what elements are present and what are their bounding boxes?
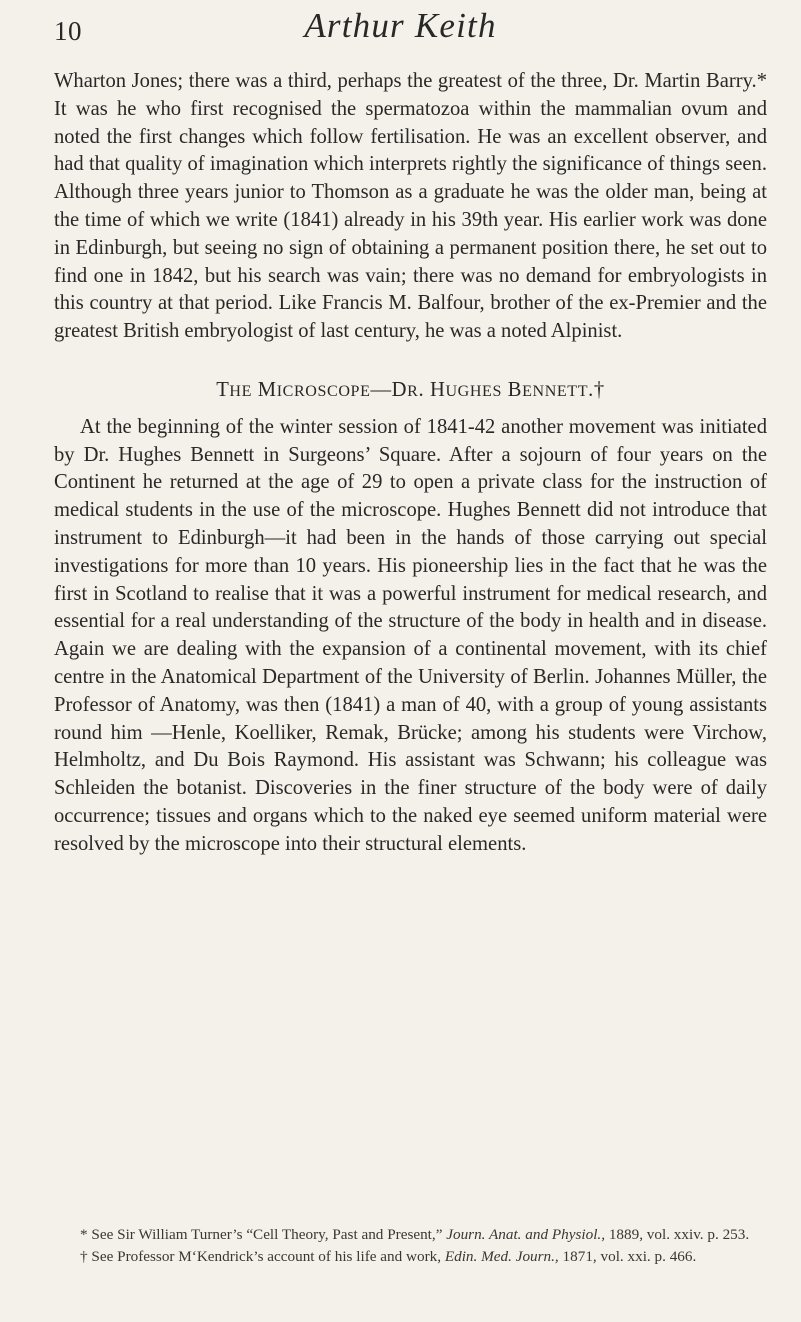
section-heading [54,377,767,406]
section-heading-text: THE MICROSCOPE—DR. HUGHES BENNETT.† [216,378,605,401]
footnote-1-text: * See Sir William Turner’s “Cell Theory, Past and Present,” [80,1226,443,1243]
main-text [54,68,767,859]
footnote-1-citation: 1889, vol. xxiv. p. 253. [608,1226,750,1243]
footnotes [54,1224,767,1267]
page-header [0,6,801,56]
running-head: Arthur Keith [304,6,497,45]
page-number: 10 [54,16,82,46]
footnote-2-text: † See Professor M‘Kendrick’s account of his life and work, [80,1247,442,1265]
footnote-1 [54,1224,767,1246]
footnote-2 [54,1246,767,1268]
footnote-2-citation: 1871, vol. xxi. p. 466. [562,1247,697,1265]
paragraph: At the beginning of the winter session of 1841-42 another movement was initiated by Dr. Hughes Bennett in Surgeons’ Square. After a sojourn of four years on the Continent he returned at the age of 29 to open a private class for the instruction of medical students in the use of the microscope. Hughes Bennett did not introduce that instrument to Edinburgh—it had been in the hands of those carrying out special investigations for more than 10 years. His pioneership lies in the fact that he was the first in Scotland to realise that it was a powerful instrument for medical research, and essential for a real understanding of the structure of the body in health and in disease. Again we are dealing with the expansion of a continental movement, with its chief centre in the Anatomical Department of the University of Berlin. Johannes Müller, the Professor of Anatomy, was then (1841) a man of 40, with a group of young assistants round him —Henle, Koelliker, Remak, Brücke; among his students were Virchow, Helmholtz, and Du Bois Raymond. His assistant was Schwann; his colleague was Schleiden the botanist. Discoveries in the finer structure of the body were of daily occurrence; tissues and organs which to the naked eye seemed uniform material were resolved by the microscope into their structural elements. [54,415,767,855]
footnote-2-journal: Edin. Med. Journ., [444,1247,559,1265]
footnote-1-journal: Journ. Anat. and Physiol., [446,1226,606,1243]
paragraph-continued: Wharton Jones; there was a third, perhaps the greatest of the three, Dr. Martin Barry.* It was he who first recognised the spermatozoa within the mammalian ovum and noted the first changes which follow fertilisation. He was an excellent observer, and had that quality of imagination which interprets rightly the significance of things seen. Although three years junior to Thomson as a graduate he was the older man, being at the time of which we write (1841) already in his 39th year. His earlier work was done in Edinburgh, but seeing no sign of obtaining a permanent position there, he set out to find one in 1842, but his search was vain; there was no demand for embryologists in this country at that period. Like Francis M. Balfour, brother of the ex-Premier and the greatest British embryologist of last century, he was a noted Alpinist. [54,70,767,343]
